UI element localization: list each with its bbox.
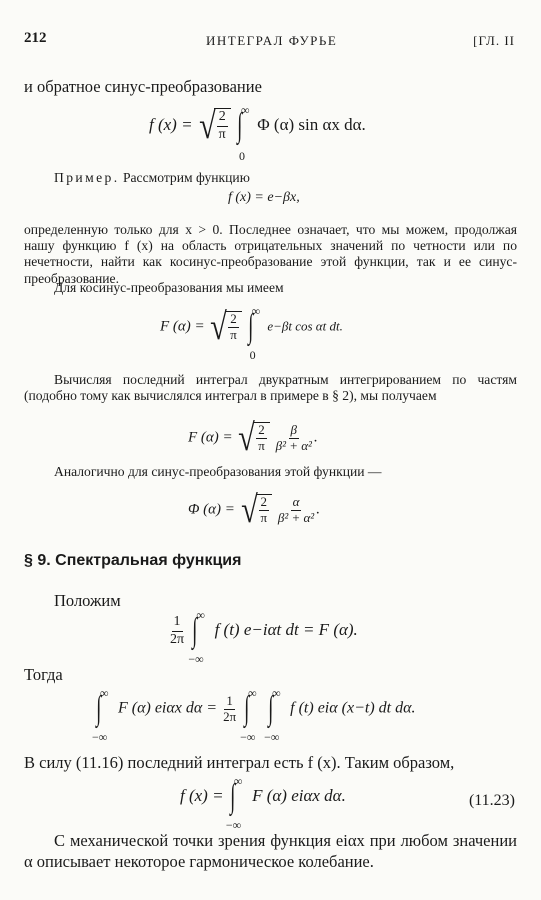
paragraph-example: Пример. Рассмотрим функцию [54, 170, 250, 185]
formula-function-definition: f (x) = e−βx, [228, 190, 300, 205]
formula-fourier-inverse: f (x) = ∫ ∞ −∞ F (α) eiαx dα. [180, 774, 346, 832]
section-title: § 9. Спектральная функция [24, 552, 242, 569]
paragraph-then: Тогда [24, 665, 63, 684]
formula-double-integral: ∫ ∞ −∞ F (α) eiαx dα = $\frac{1}{2\pi}$ ∫ ∞ −∞ ∫ ∞ −∞ f (t) eiα (x−t) dt dα. [92, 686, 416, 744]
paragraph-cosine: Для косинус-преобразования мы имеем [54, 280, 284, 295]
formula-body: Φ (α) sin αx dα. [257, 114, 366, 134]
formula-cosine-transform: F (α) = √ $\frac{2}{\pi}$ ∫ ∞ 0 e−βt cos αt dt. [160, 304, 343, 362]
formula-sine-result: Φ (α) = √ $\frac{2}{\pi}$ $\frac{\alpha}{\text{β² + α²}}$ . [188, 489, 320, 531]
equation-number: (11.23) [468, 792, 515, 809]
paragraph-mechanical: С механической точки зрения функция eiαx при любом значении α описывает некоторое гармоническое колебание. [24, 831, 517, 871]
paragraph-let: Положим [54, 591, 121, 610]
paragraph-sine-analog: Аналогично для синус-преобразования этой функции — [54, 464, 382, 479]
formula-lhs: f (x) = [149, 114, 193, 134]
chapter-label: [ГЛ. II [473, 33, 515, 48]
paragraph-integration: Вычисляя последний интеграл двукратным интегрированием по частям (подобно тому как вычислялся интеграл в примере в § 2), мы получаем [24, 372, 517, 404]
paragraph-domain: определенную только для x > 0. Последнее означает, что мы можем, продолжая нашу функцию f (x) на область отрицательных значений по четности или по нечетности, найти как косинус-преобразование этой функции, так и ее синус-преобразование. [24, 222, 517, 286]
formula-inverse-sine: f (x) = √ $\frac{2}{\pi}$ ∫ ∞ 0 Φ (α) sin αx dα. [149, 103, 366, 163]
running-title: ИНТЕГРАЛ ФУРЬЕ [206, 33, 338, 48]
formula-cosine-result: F (α) = √ $\frac{2}{\pi}$ $\frac{\beta}{\text{β² + α²}}$ . [188, 417, 318, 459]
page-number: 212 [24, 30, 47, 46]
paragraph-inverse-sine: и обратное синус-преобразование [24, 77, 262, 96]
formula-spectral-function: $\frac{1}{2\pi}$ ∫ ∞ −∞ f (t) e−iαt dt = F (α). [170, 608, 358, 666]
paragraph-by-virtue: В силу (11.16) последний интеграл есть f (x). Таким образом, [24, 753, 455, 772]
